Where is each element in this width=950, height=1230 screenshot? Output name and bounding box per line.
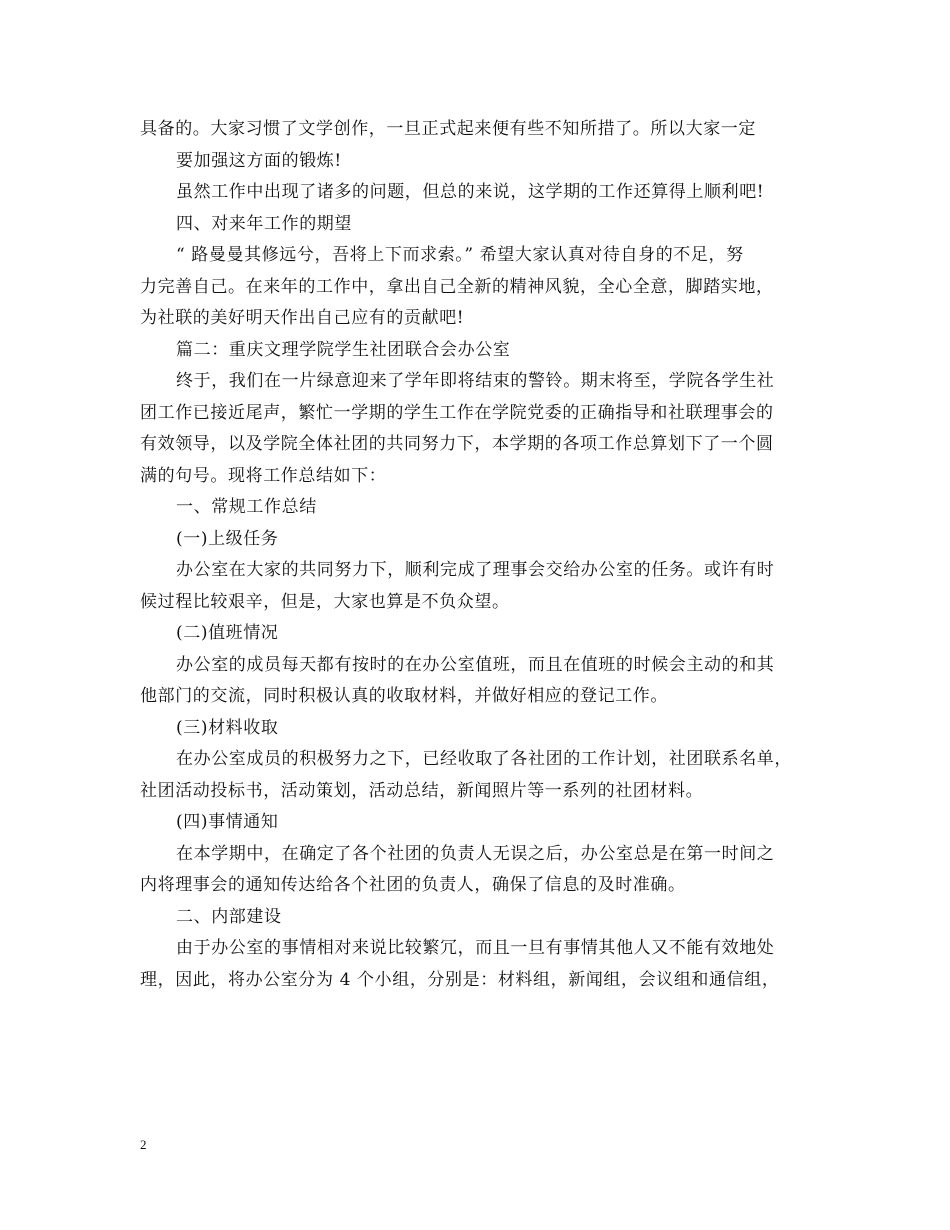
text-line: 在办公室成员的积极努力之下，已经收取了各社团的工作计划，社团联系名单， — [176, 749, 792, 769]
text-line: 力完善自己。在来年的工作中，拿出自己全新的精神风貌，全心全意，脚踏实地， — [140, 276, 774, 297]
text-line: 理，因此，将办公室分为 4 个小组，分别是：材料组，新闻组，会议组和通信组， — [140, 969, 780, 990]
text-line: 内将理事会的通知传达给各个社团的负责人，确保了信息的及时准确。 — [140, 875, 686, 895]
text-line: “ 路曼曼其修远兮，吾将上下而求索。” 希望大家认真对待自身的不足，努 — [176, 245, 744, 265]
text-line: 虽然工作中出现了诸多的问题，但总的来说，这学期的工作还算得上顺利吧! — [176, 182, 765, 202]
text-line: 具备的。大家习惯了文学创作，一旦正式起来便有些不知所措了。所以大家一定 — [140, 119, 756, 139]
text-line: (三)材料收取 — [176, 717, 279, 738]
text-line: 终于，我们在一片绿意迎来了学年即将结束的警铃。期末将至，学院各学生社 — [176, 371, 775, 391]
text-line: 篇二：重庆文理学院学生社团联合会办公室 — [176, 339, 511, 360]
text-line: 社团活动投标书，活动策划，活动总结，新闻照片等一系列的社团材料。 — [140, 780, 704, 801]
page-number: 2 — [140, 1137, 147, 1152]
text-line: 有效领导，以及学院全体社团的共同努力下，本学期的各项工作总算划下了一个圆 — [140, 434, 774, 454]
text-line: 办公室在大家的共同努力下，顺利完成了理事会交给办公室的任务。或许有时 — [176, 560, 775, 580]
text-line: 团工作已接近尾声，繁忙一学期的学生工作在学院党委的正确指导和社联理事会的 — [140, 402, 774, 423]
text-line: 满的句号。现将工作总结如下： — [140, 465, 387, 486]
text-line: 办公室的成员每天都有按时的在办公室值班，而且在值班的时候会主动的和其 — [176, 654, 775, 675]
document-body — [140, 114, 830, 996]
text-line: 二、内部建设 — [176, 906, 282, 927]
text-line: 在本学期中，在确定了各个社团的负责人无误之后，办公室总是在第一时间之 — [176, 843, 775, 864]
text-line: (四)事情通知 — [176, 812, 279, 832]
text-line: 四、对来年工作的期望 — [176, 213, 352, 234]
text-line: 候过程比较艰辛，但是，大家也算是不负众望。 — [140, 591, 510, 612]
text-line: 要加强这方面的锻炼! — [176, 150, 342, 171]
text-line: 由于办公室的事情相对来说比较繁冗，而且一旦有事情其他人又不能有效地处 — [176, 938, 775, 958]
text-line: 他部门的交流，同时积极认真的收取材料，并做好相应的登记工作。 — [140, 686, 668, 706]
text-line: (二)值班情况 — [176, 623, 279, 643]
text-line: (一)上级任务 — [176, 528, 279, 549]
text-line: 一、常规工作总结 — [176, 497, 317, 517]
text-line: 为社联的美好明天作出自己应有的贡献吧! — [140, 308, 465, 328]
